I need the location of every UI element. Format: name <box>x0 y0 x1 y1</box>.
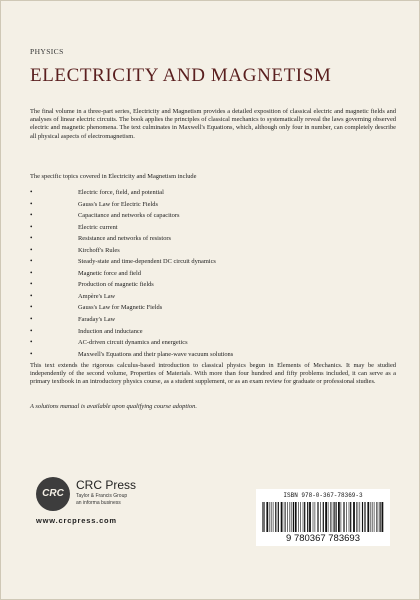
topic-item <box>30 268 390 280</box>
topic-item <box>30 279 390 291</box>
barcode-bar <box>309 502 311 532</box>
barcode-bar <box>353 502 355 532</box>
bullet-icon: • <box>30 234 33 243</box>
publisher-name: CRC Press <box>76 478 137 492</box>
topic-item <box>30 245 390 257</box>
topics-list <box>30 187 390 360</box>
bullet-icon: • <box>30 326 33 335</box>
bullet-icon: • <box>30 222 33 231</box>
topic-item <box>30 314 390 326</box>
publisher-website: www.crcpress.com <box>36 516 117 525</box>
publisher-block <box>36 477 186 547</box>
bullet-icon: • <box>30 338 33 347</box>
barcode-bar <box>284 502 285 532</box>
barcode-bar <box>318 502 319 532</box>
barcode-bar <box>372 502 373 532</box>
topic-label: Gauss's Law for Magnetic Fields <box>78 304 163 312</box>
barcode-bar <box>325 502 327 532</box>
barcode-bar <box>382 502 384 532</box>
topic-item <box>30 210 390 222</box>
topic-label: Ampère's Law <box>78 292 116 300</box>
barcode-bar <box>343 502 344 532</box>
barcode-bar <box>344 502 345 532</box>
bullet-icon: • <box>30 211 33 220</box>
barcode-icon <box>262 502 384 532</box>
closing-paragraph: This text extends the rigorous calculus-based introduction to classical physics begun in Elements of Mechanics. It may be studied independently of the second volume, Properties of Materials. With more than four hundred and fifty problems included, it can serve as a primary textbook in an introductory physics course, as a student supplement, or as an exam review for graduate or professional studies. <box>30 362 396 386</box>
barcode-bar <box>266 502 268 532</box>
barcode-bar <box>300 502 301 532</box>
solutions-note: A solutions manual is available upon qualifying course adoption. <box>30 403 197 410</box>
topic-item <box>30 199 390 211</box>
barcode-bar <box>371 502 372 532</box>
topic-item <box>30 222 390 234</box>
topic-label: Maxwell's Equations and their plane-wave vacuum solutions <box>78 350 234 358</box>
barcode-bar <box>350 502 351 532</box>
intro-paragraph: The final volume in a three-part series, Electricity and Magnetism provides a detailed exposition of classical electric and magnetic fields and analyses of linear electric circuits. The book applies the principles of classical mechanics to systematically reveal the laws governing observed electric and magnetic phenomena. The text culminates in Maxwell's Equations, which, although only four in number, can completely describe all physical aspects of electromagnetism. <box>30 108 396 140</box>
barcode-bar <box>364 502 365 532</box>
barcode-bar <box>360 502 361 532</box>
topic-label: AC-driven circuit dynamics and energetics <box>78 339 188 347</box>
barcode-bar <box>367 502 369 532</box>
barcode-bar <box>275 502 276 532</box>
barcode-bar <box>320 502 321 532</box>
barcode-bar <box>278 502 279 532</box>
topic-item <box>30 291 390 303</box>
barcode-bar <box>358 502 359 532</box>
barcode-bar <box>317 502 318 532</box>
barcode-bar <box>295 502 297 532</box>
bullet-icon: • <box>30 315 33 324</box>
barcode-bar <box>356 502 357 532</box>
topic-label: Electric current <box>78 223 118 231</box>
barcode-bar <box>349 502 350 532</box>
barcode-bar <box>303 502 304 532</box>
bullet-icon: • <box>30 199 33 208</box>
bullet-icon: • <box>30 188 33 196</box>
isbn-label: ISBN 978-0-367-78369-3 <box>283 492 363 499</box>
barcode-bar <box>298 502 299 532</box>
barcode-bar <box>273 502 274 532</box>
topic-item <box>30 349 390 361</box>
publisher-business: an informa business <box>76 500 121 506</box>
barcode-bar <box>270 502 271 532</box>
bullet-icon: • <box>30 268 33 277</box>
topic-label: Induction and inductance <box>78 327 143 335</box>
topic-label: Steady-state and time-dependent DC circuit dynamics <box>78 258 216 266</box>
topic-item <box>30 233 390 245</box>
barcode-bar <box>263 502 264 532</box>
topic-label: Capacitance and networks of capacitors <box>78 212 180 220</box>
barcode-bar <box>328 502 329 532</box>
barcode-bar <box>304 502 305 532</box>
barcode-number: 9 780367 783693 <box>286 533 360 544</box>
publisher-group: Taylor & Francis Group <box>76 493 128 499</box>
topic-label: Kirchoff's Rules <box>78 246 120 254</box>
topic-label: Electric force, field, and potential <box>78 189 164 196</box>
barcode-bar <box>376 502 377 532</box>
barcode-bar <box>307 502 308 532</box>
topic-label: Gauss's Law for Electric Fields <box>78 200 158 208</box>
barcode-bar <box>334 502 335 532</box>
category-label: PHYSICS <box>30 47 64 56</box>
topic-label: Production of magnetic fields <box>78 281 154 289</box>
crc-logo-icon: CRC <box>36 477 70 511</box>
bullet-icon: • <box>30 349 33 358</box>
bullet-icon: • <box>30 280 33 289</box>
barcode-bar <box>378 502 379 532</box>
topic-label: Resistance and networks of resistors <box>78 235 171 243</box>
topic-item <box>30 326 390 338</box>
barcode-bar <box>287 502 288 532</box>
book-title: ELECTRICITY AND MAGNETISM <box>30 65 332 86</box>
barcode-bar <box>338 502 340 532</box>
barcode-bar <box>315 502 316 532</box>
bullet-icon: • <box>30 303 33 312</box>
barcode-bar <box>341 502 342 532</box>
barcode-bar <box>293 502 294 532</box>
bullet-icon: • <box>30 245 33 254</box>
barcode-bar <box>332 502 333 532</box>
barcode-bar <box>290 502 291 532</box>
barcode-bar <box>323 502 324 532</box>
barcode-bar <box>330 502 331 532</box>
topic-item <box>30 337 390 349</box>
barcode-bar <box>281 502 283 532</box>
barcode-bar <box>262 502 263 532</box>
topic-label: Faraday's Law <box>78 316 116 324</box>
barcode-bar <box>313 502 314 532</box>
barcode-bar <box>336 502 337 532</box>
barcode-bar <box>285 502 286 532</box>
barcode-bar <box>380 502 381 532</box>
barcode-bar <box>374 502 375 532</box>
bullet-icon: • <box>30 257 33 266</box>
topic-item <box>30 256 390 268</box>
barcode-box <box>256 489 390 546</box>
barcode-bar <box>271 502 272 532</box>
barcode-bar <box>362 502 363 532</box>
barcode-bar <box>291 502 292 532</box>
barcode-bar <box>346 502 347 532</box>
topic-label: Magnetic force and field <box>78 269 141 277</box>
topic-item <box>30 302 390 314</box>
bullet-icon: • <box>30 291 33 300</box>
topic-item <box>30 187 390 199</box>
topics-intro: The specific topics covered in Electricity and Magnetism include <box>30 173 197 180</box>
